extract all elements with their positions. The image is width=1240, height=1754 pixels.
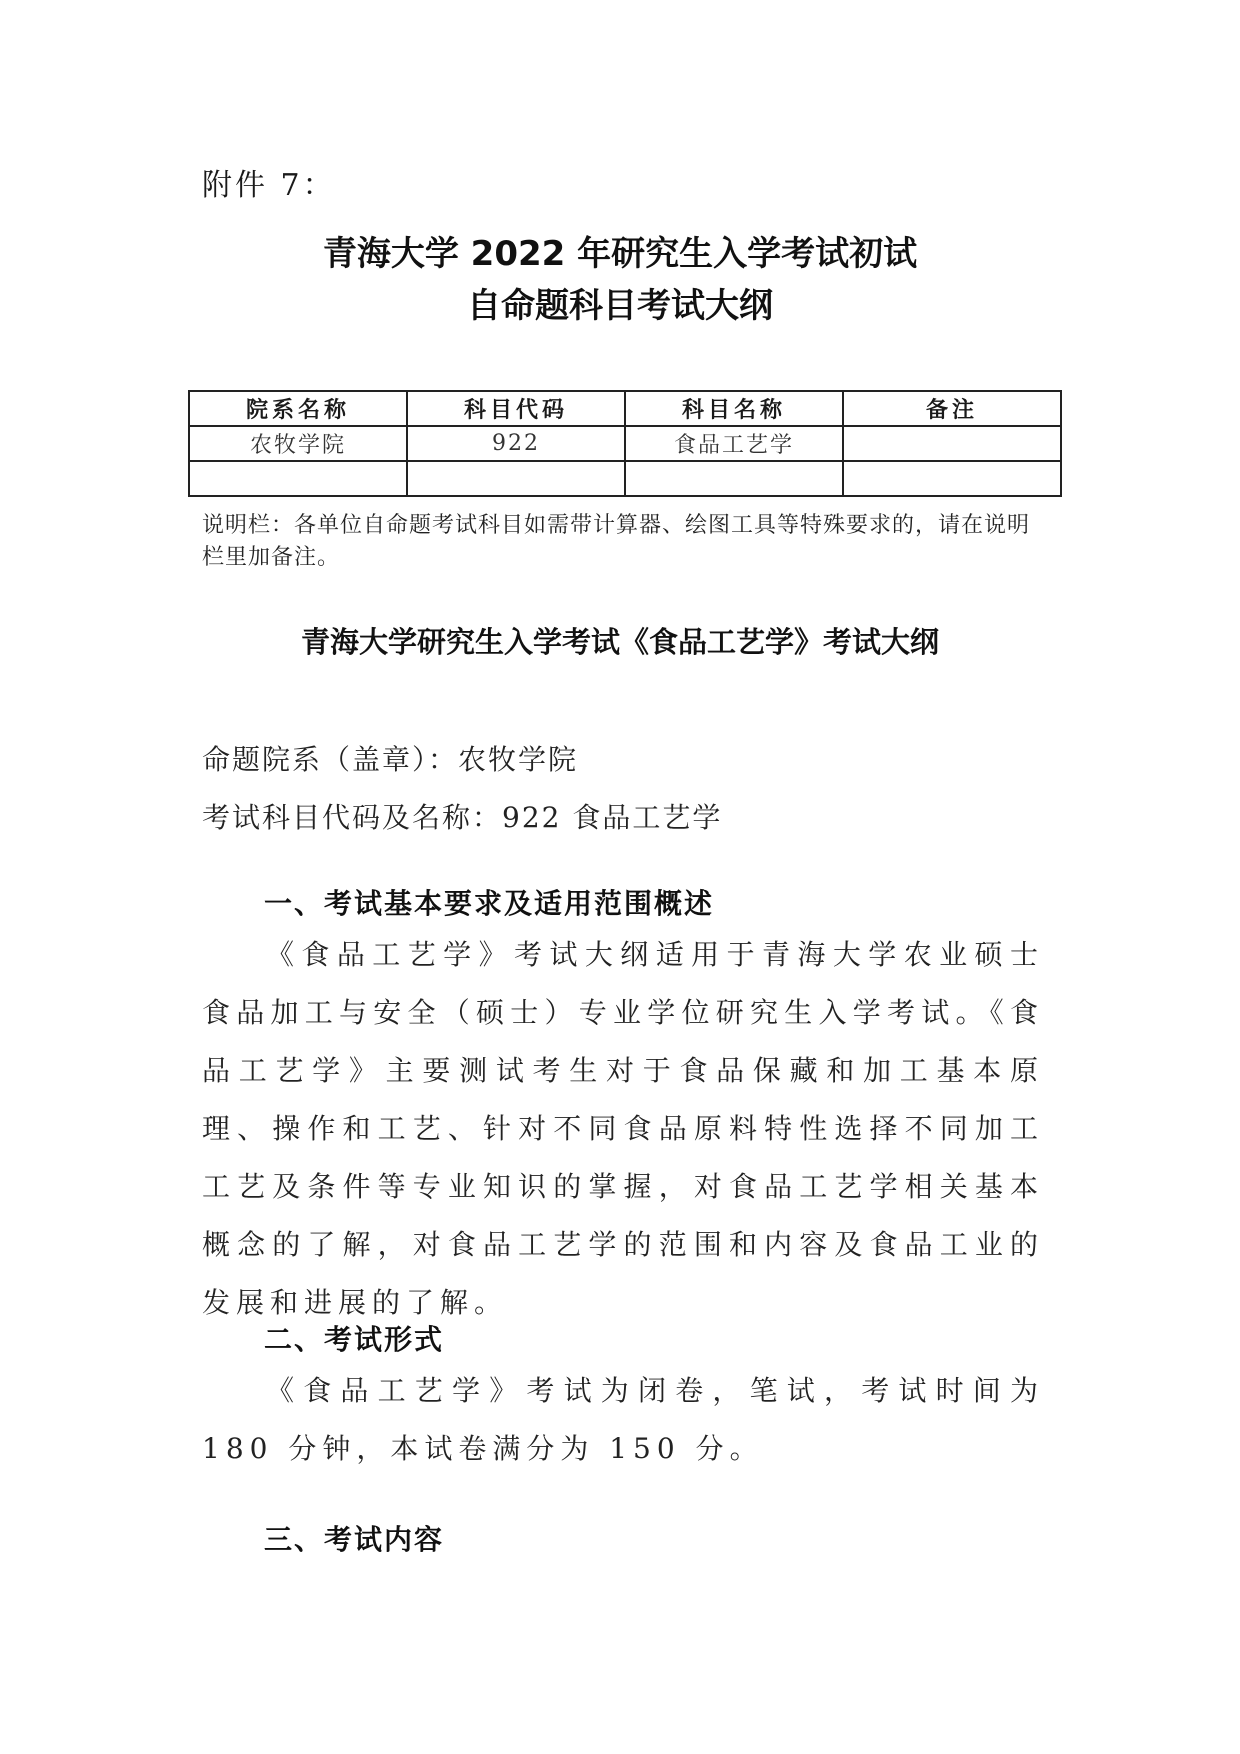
section-heading: 二、考试形式	[264, 1323, 445, 1356]
table-cell: 922	[407, 426, 625, 461]
table-cell	[625, 461, 843, 496]
table-cell	[407, 461, 625, 496]
subject-info-table	[188, 390, 1062, 497]
table-note: 说明栏：各单位自命题考试科目如需带计算器、绘图工具等特殊要求的，请在说明栏里加备注。	[202, 513, 1031, 570]
subject-line: 考试科目代码及名称：922 食品工艺学	[202, 801, 723, 834]
section-heading: 一、考试基本要求及适用范围概述	[264, 887, 715, 920]
attachment-label: 附件 7：	[202, 168, 336, 203]
table-cell: 农牧学院	[189, 426, 407, 461]
section-heading: 三、考试内容	[264, 1523, 445, 1556]
table-row	[189, 426, 1061, 461]
table-cell: 食品工艺学	[625, 426, 843, 461]
syllabus-title: 青海大学研究生入学考试《食品工艺学》考试大纲	[300, 625, 939, 659]
section-body: 《食品工艺学》考试大纲适用于青海大学农业硕士食品加工与安全（硕士）专业学位研究生入学考试。《食品工艺学》主要测试考生对于食品保藏和加工基本原理、操作和工艺、针对不同食品原料特性选择不同加工工艺及条件等专业知识的掌握，对食品工艺学相关基本概念的了解，对食品工艺学的范围和内容及食品工业的发展和进展的了解。	[202, 938, 1044, 1319]
department-line: 命题院系（盖章）：农牧学院	[202, 743, 579, 776]
table-row	[189, 461, 1061, 496]
table-cell	[843, 426, 1061, 461]
table-header-row	[189, 391, 1061, 426]
page-title-line1: 青海大学 2022 年研究生入学考试初试	[322, 234, 918, 274]
table-header-cell: 科目代码	[407, 391, 625, 426]
table-header-cell: 科目名称	[625, 391, 843, 426]
table-cell	[189, 461, 407, 496]
table-cell	[843, 461, 1061, 496]
page-title-line2: 自命题科目考试大纲	[467, 286, 773, 326]
table-header-cell: 院系名称	[189, 391, 407, 426]
section-body: 《食品工艺学》考试为闭卷，笔试，考试时间为 180 分钟，本试卷满分为 150 分。	[202, 1374, 1044, 1465]
table-header-cell: 备注	[843, 391, 1061, 426]
